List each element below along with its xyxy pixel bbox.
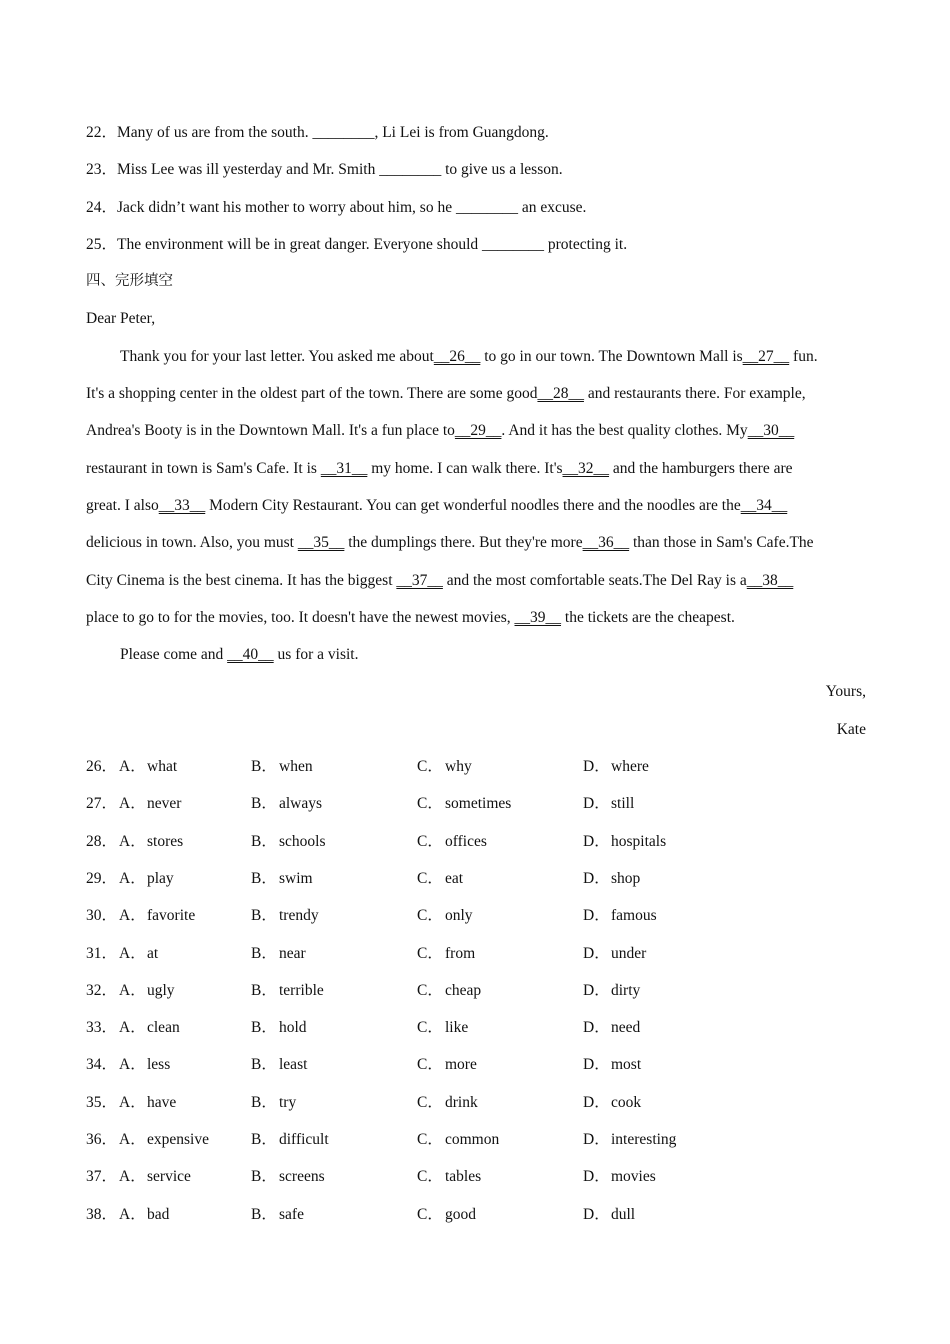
option-letter: B． (251, 944, 277, 962)
letter-line (86, 338, 866, 375)
option-text: where (611, 758, 649, 776)
letter-line (86, 599, 866, 636)
option-row (86, 1196, 866, 1233)
option-text: still (611, 795, 635, 813)
option-number: 29． (86, 869, 118, 887)
option-letter: D． (583, 1168, 610, 1186)
option-row (86, 935, 866, 972)
option-letter: B． (251, 1168, 277, 1186)
option-a (119, 748, 177, 785)
option-a (119, 1196, 169, 1233)
option-number: 31． (86, 944, 118, 962)
letter-text: and restaurants there. For example, (583, 385, 806, 403)
option-text: ugly (147, 981, 175, 999)
section-title: 四、完形填空 (86, 273, 173, 290)
question-item (86, 114, 866, 151)
option-b (251, 1158, 325, 1195)
option-text: offices (445, 832, 487, 850)
option-text: only (445, 907, 473, 925)
letter-text: the dumplings there. But they're more (344, 534, 583, 552)
option-text: have (147, 1093, 177, 1111)
option-row (86, 1046, 866, 1083)
option-text: difficult (279, 1131, 329, 1149)
option-letter: A． (119, 944, 146, 962)
option-b (251, 748, 313, 785)
option-letter: A． (119, 1168, 146, 1186)
option-letter: B． (251, 758, 277, 776)
option-b (251, 1121, 329, 1158)
option-a (119, 897, 195, 934)
option-text: interesting (611, 1131, 677, 1149)
letter-text: delicious in town. Also, you must (86, 534, 298, 552)
letter-text: It's a shopping center in the oldest part of the town. There are some good (86, 385, 538, 403)
letter-text: Andrea's Booty is in the Downtown Mall. It's a fun place to (86, 422, 455, 440)
question-text: The environment will be in great danger. Everyone should ________ protecting it. (117, 235, 628, 253)
option-letter: A． (119, 907, 146, 925)
option-number: 33． (86, 1019, 118, 1037)
option-d (583, 1196, 635, 1233)
option-letter: A． (119, 869, 146, 887)
option-text: favorite (147, 907, 196, 925)
option-text: least (279, 1056, 308, 1074)
option-row (86, 972, 866, 1009)
option-a (119, 823, 183, 860)
option-text: screens (279, 1168, 325, 1186)
option-c (417, 785, 511, 822)
option-text: always (279, 795, 323, 813)
option-text: hold (279, 1019, 307, 1037)
option-number: 28． (86, 832, 118, 850)
option-text: common (445, 1131, 500, 1149)
option-letter: C． (417, 1056, 443, 1074)
option-a (119, 935, 158, 972)
option-number: 36． (86, 1131, 118, 1149)
option-text: movies (611, 1168, 656, 1186)
option-text: good (445, 1205, 476, 1223)
option-number: 38． (86, 1205, 118, 1223)
option-a (119, 860, 174, 897)
option-letter: C． (417, 832, 443, 850)
option-text: safe (279, 1205, 304, 1223)
option-letter: D． (583, 981, 610, 999)
letter-text: than those in Sam's Cafe.The (629, 534, 814, 552)
option-letter: A． (119, 1093, 146, 1111)
blank-number: __26__ (433, 347, 481, 365)
option-d (583, 823, 666, 860)
option-letter: B． (251, 981, 277, 999)
option-letter: D． (583, 1056, 610, 1074)
option-letter: D． (583, 832, 610, 850)
option-b (251, 972, 324, 1009)
option-letter: C． (417, 981, 443, 999)
option-b (251, 1046, 307, 1083)
option-number: 32． (86, 981, 118, 999)
option-c (417, 860, 463, 897)
option-letter: D． (583, 869, 610, 887)
option-text: expensive (147, 1131, 209, 1149)
letter-text: place to go to for the movies, too. It doesn't have the newest movies, (86, 608, 515, 626)
worksheet-page (86, 114, 866, 1233)
blank-number: __28__ (537, 385, 584, 403)
letter-text: great. I also (86, 496, 159, 514)
question-item (86, 226, 866, 263)
option-b (251, 823, 326, 860)
question-text: Jack didn’t want his mother to worry about him, so he ________ an excuse. (117, 198, 587, 216)
option-row (86, 1084, 866, 1121)
option-letter: D． (583, 1019, 610, 1037)
option-b (251, 785, 322, 822)
letter-text: Please come and (120, 646, 228, 664)
question-number: 25． (86, 235, 118, 253)
option-d (583, 972, 640, 1009)
option-text: most (611, 1056, 642, 1074)
option-letter: A． (119, 1205, 146, 1223)
option-row (86, 897, 866, 934)
option-letter: D． (583, 1205, 610, 1223)
option-text: drink (445, 1093, 478, 1111)
question-text: Many of us are from the south. ________, Li Lei is from Guangdong. (117, 124, 549, 141)
letter-text: the tickets are the cheapest. (561, 608, 735, 626)
blank-number: __38__ (746, 571, 794, 589)
option-text: cook (611, 1093, 642, 1111)
option-c (417, 1121, 499, 1158)
letter-line (86, 375, 866, 412)
option-letter: C． (417, 795, 443, 813)
option-text: swim (279, 869, 313, 887)
letter-body (86, 338, 866, 636)
option-number: 27． (86, 795, 118, 813)
option-number: 37． (86, 1168, 118, 1186)
question-number: 24． (86, 198, 118, 216)
option-a (119, 1158, 191, 1195)
option-letter: A． (119, 1019, 146, 1037)
letter-text: to go in our town. The Downtown Mall is (480, 347, 743, 365)
question-text: Miss Lee was ill yesterday and Mr. Smith ________ to give us a lesson. (117, 161, 563, 179)
option-d (583, 860, 640, 897)
option-row (86, 748, 866, 785)
letter-line (86, 562, 866, 599)
option-c (417, 823, 487, 860)
option-number: 34． (86, 1056, 118, 1074)
option-c (417, 1046, 477, 1083)
option-letter: D． (583, 907, 610, 925)
option-letter: C． (417, 1168, 443, 1186)
option-text: never (147, 795, 182, 813)
blank-number: __31__ (320, 459, 368, 477)
option-text: clean (147, 1019, 180, 1037)
letter-line (86, 524, 866, 561)
option-d (583, 785, 634, 822)
option-letter: B． (251, 1205, 277, 1223)
letter-text: City Cinema is the best cinema. It has the biggest (86, 571, 397, 589)
option-a (119, 972, 175, 1009)
option-a (119, 785, 181, 822)
option-c (417, 748, 472, 785)
option-letter: B． (251, 1056, 277, 1074)
letter-text: fun. (789, 347, 818, 365)
option-d (583, 1158, 656, 1195)
option-c (417, 1009, 468, 1046)
option-text: sometimes (445, 795, 512, 813)
option-letter: A． (119, 1131, 146, 1149)
option-d (583, 1046, 641, 1083)
letter-text: and the most comfortable seats.The Del Ray is a (442, 571, 747, 589)
option-text: what (147, 758, 178, 776)
option-letter: C． (417, 1019, 443, 1037)
option-letter: B． (251, 1019, 277, 1037)
letter-line (86, 450, 866, 487)
option-letter: A． (119, 1056, 146, 1074)
blank-number: __35__ (297, 534, 345, 552)
option-text: hospitals (611, 832, 667, 850)
option-a (119, 1046, 170, 1083)
option-b (251, 860, 313, 897)
option-letter: C． (417, 944, 443, 962)
option-letter: B． (251, 907, 277, 925)
option-d (583, 1121, 676, 1158)
option-text: at (147, 944, 159, 962)
option-d (583, 1084, 641, 1121)
option-b (251, 935, 306, 972)
option-row (86, 1009, 866, 1046)
option-text: dirty (611, 981, 641, 999)
option-letter: D． (583, 795, 610, 813)
option-row (86, 860, 866, 897)
option-letter: B． (251, 795, 277, 813)
option-text: terrible (279, 981, 324, 999)
option-c (417, 1158, 481, 1195)
blank-number: __27__ (742, 347, 790, 365)
letter-text: Thank you for your last letter. You asked me about (120, 347, 434, 365)
option-letter: B． (251, 832, 277, 850)
blank-number: __36__ (582, 534, 630, 552)
option-letter: D． (583, 1131, 610, 1149)
option-text: from (445, 944, 476, 962)
option-letter: B． (251, 1093, 277, 1111)
fill-in-questions (86, 114, 866, 263)
option-text: cheap (445, 981, 482, 999)
option-b (251, 897, 319, 934)
letter-closing-line (86, 636, 866, 673)
blank-number: __40__ (227, 646, 274, 664)
option-text: play (147, 869, 174, 887)
option-row (86, 785, 866, 822)
option-number: 35． (86, 1093, 118, 1111)
answer-options (86, 748, 866, 1233)
option-letter: D． (583, 944, 610, 962)
option-d (583, 748, 649, 785)
option-text: more (445, 1056, 477, 1074)
option-c (417, 897, 473, 934)
option-d (583, 1009, 640, 1046)
letter-signoff: Yours, (825, 683, 866, 701)
option-letter: C． (417, 907, 443, 925)
option-letter: B． (251, 1131, 277, 1149)
option-row (86, 823, 866, 860)
option-text: tables (445, 1168, 482, 1186)
option-text: dull (611, 1205, 636, 1223)
question-number: 22． (86, 124, 118, 141)
option-text: famous (611, 907, 657, 925)
option-text: schools (279, 832, 326, 850)
option-text: stores (147, 832, 184, 850)
letter-text: . And it has the best quality clothes. My (501, 422, 748, 440)
option-text: why (445, 758, 472, 776)
option-letter: A． (119, 795, 146, 813)
option-text: shop (611, 869, 641, 887)
letter-greeting: Dear Peter, (86, 310, 156, 328)
option-d (583, 935, 646, 972)
letter-line (86, 487, 866, 524)
option-letter: C． (417, 1131, 443, 1149)
question-item (86, 151, 866, 188)
letter-line (86, 412, 866, 449)
option-d (583, 897, 657, 934)
option-letter: C． (417, 758, 443, 776)
letter-text: restaurant in town is Sam's Cafe. It is (86, 459, 321, 477)
option-letter: C． (417, 1093, 443, 1111)
question-item (86, 189, 866, 226)
blank-number: __32__ (562, 459, 610, 477)
option-letter: A． (119, 758, 146, 776)
option-b (251, 1084, 296, 1121)
option-letter: A． (119, 981, 146, 999)
option-number: 30． (86, 907, 118, 925)
blank-number: __30__ (747, 422, 795, 440)
option-text: less (147, 1056, 171, 1074)
letter-signature: Kate (836, 720, 866, 738)
option-letter: D． (583, 758, 610, 776)
option-text: under (611, 944, 647, 962)
option-c (417, 972, 481, 1009)
blank-number: __34__ (740, 496, 788, 514)
option-c (417, 1196, 476, 1233)
option-letter: C． (417, 869, 443, 887)
option-c (417, 935, 475, 972)
letter-text: us for a visit. (273, 646, 359, 664)
option-text: eat (445, 869, 464, 887)
option-a (119, 1084, 176, 1121)
option-letter: A． (119, 832, 146, 850)
blank-number: __29__ (454, 422, 502, 440)
option-text: service (147, 1168, 191, 1186)
option-letter: C． (417, 1205, 443, 1223)
letter-text: Modern City Restaurant. You can get wonderful noodles there and the noodles are the (205, 496, 741, 514)
option-text: when (279, 758, 313, 776)
option-row (86, 1158, 866, 1195)
blank-number: __37__ (396, 571, 443, 589)
option-c (417, 1084, 478, 1121)
option-letter: B． (251, 869, 277, 887)
option-letter: D． (583, 1093, 610, 1111)
letter-text: and the hamburgers there are (609, 459, 793, 477)
blank-number: __33__ (158, 496, 206, 514)
option-text: try (279, 1093, 297, 1111)
option-text: like (445, 1019, 469, 1037)
option-text: bad (147, 1205, 170, 1223)
option-a (119, 1121, 209, 1158)
option-text: need (611, 1019, 641, 1037)
blank-number: __39__ (514, 608, 562, 626)
option-row (86, 1121, 866, 1158)
question-number: 23． (86, 161, 118, 179)
option-b (251, 1196, 304, 1233)
option-text: trendy (279, 907, 319, 925)
option-b (251, 1009, 307, 1046)
option-a (119, 1009, 180, 1046)
option-text: near (279, 944, 306, 962)
letter-text: my home. I can walk there. It's (367, 459, 563, 477)
option-number: 26． (86, 758, 118, 776)
